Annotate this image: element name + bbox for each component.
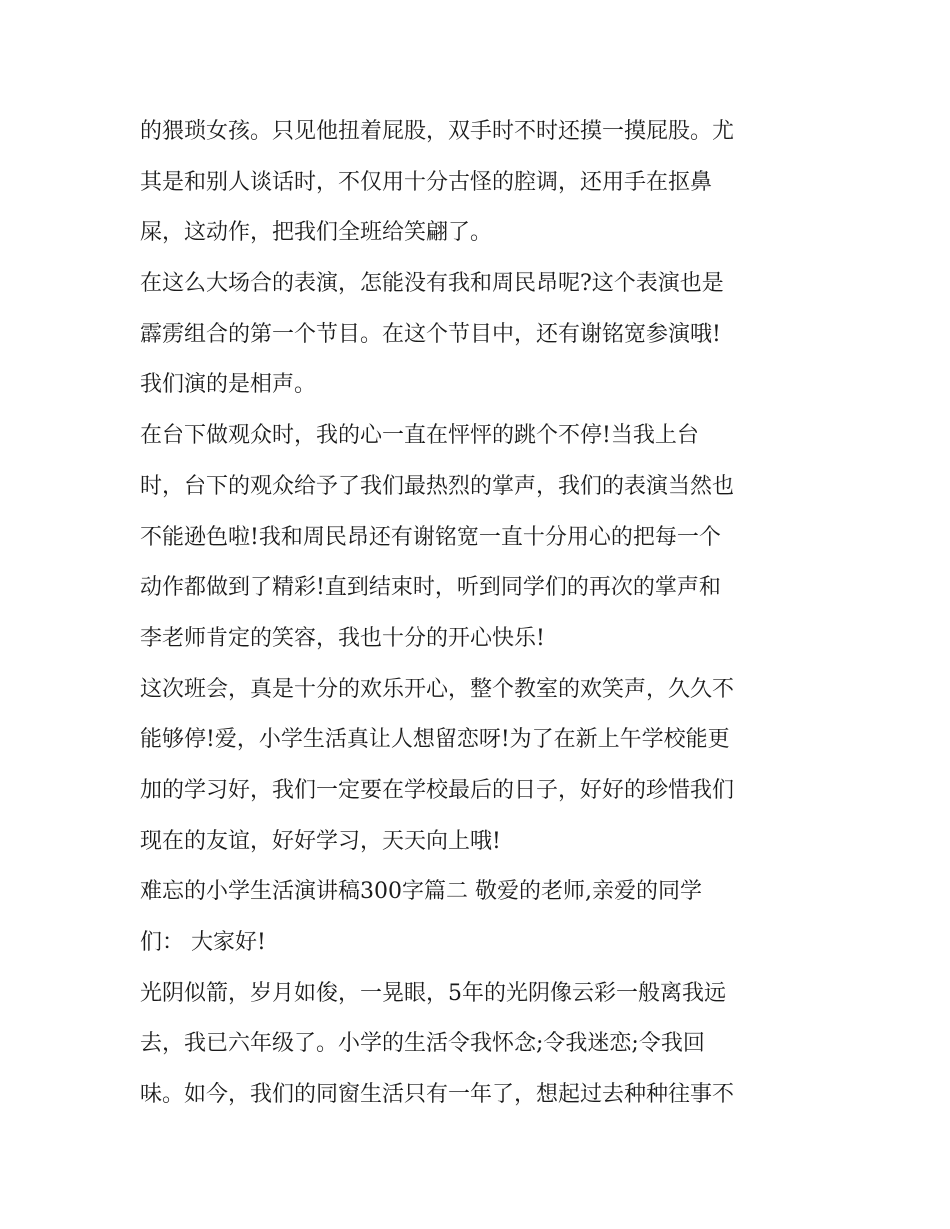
- text-line: 光阴似箭，岁月如俊，一晃眼，5年的光阴像云彩一般离我远: [140, 980, 726, 1006]
- text-line: 们： 大家好!: [140, 930, 266, 955]
- text-line: 能够停!爱，小学生活真让人想留恋呀!为了在新上午学校能更: [140, 727, 730, 753]
- text-line: 我们演的是相声。: [140, 372, 317, 398]
- text-line: 的猥琐女孩。只见他扭着屁股，双手时不时还摸一摸屁股。尤: [140, 119, 735, 144]
- text-line: 这次班会，真是十分的欢乐开心，整个教室的欢笑声，久久不: [140, 676, 735, 702]
- text-line: 难忘的小学生活演讲稿300字篇二 敬爱的老师,亲爱的同学: [140, 879, 702, 905]
- body-text: [140, 107, 830, 1121]
- text-line: 时，台下的观众给予了我们最热烈的掌声，我们的表演当然也: [140, 473, 735, 499]
- text-line: 霹雳组合的第一个节目。在这个节目中，还有谢铭宽参演哦!: [140, 321, 721, 347]
- text-line: 现在的友谊，好好学习，天天向上哦!: [140, 828, 501, 854]
- text-line: 去，我已六年级了。小学的生活令我怀念;令我迷恋;令我回: [140, 1031, 705, 1057]
- text-line: 不能逊色啦!我和周民昂还有谢铭宽一直十分用心的把每一个: [140, 524, 721, 550]
- text-line: 其是和别人谈话时，不仅用十分古怪的腔调，还用手在抠鼻: [140, 169, 713, 195]
- text-line: 味。如今，我们的同窗生活只有一年了，想起过去种种往事不: [140, 1082, 735, 1108]
- text-line: 在台下做观众时，我的心一直在怦怦的跳个不停!当我上台: [140, 423, 699, 449]
- text-line: 动作都做到了精彩!直到结束时，听到同学们的再次的掌声和: [140, 575, 721, 601]
- text-line: 在这么大场合的表演，怎能没有我和周民昂呢?这个表演也是: [140, 271, 724, 297]
- text-line: 李老师肯定的笑容，我也十分的开心快乐!: [140, 625, 545, 651]
- text-line: 屎，这动作，把我们全班给笑翩了。: [140, 220, 493, 246]
- text-line: 加的学习好，我们一定要在学校最后的日子，好好的珍惜我们: [140, 777, 735, 803]
